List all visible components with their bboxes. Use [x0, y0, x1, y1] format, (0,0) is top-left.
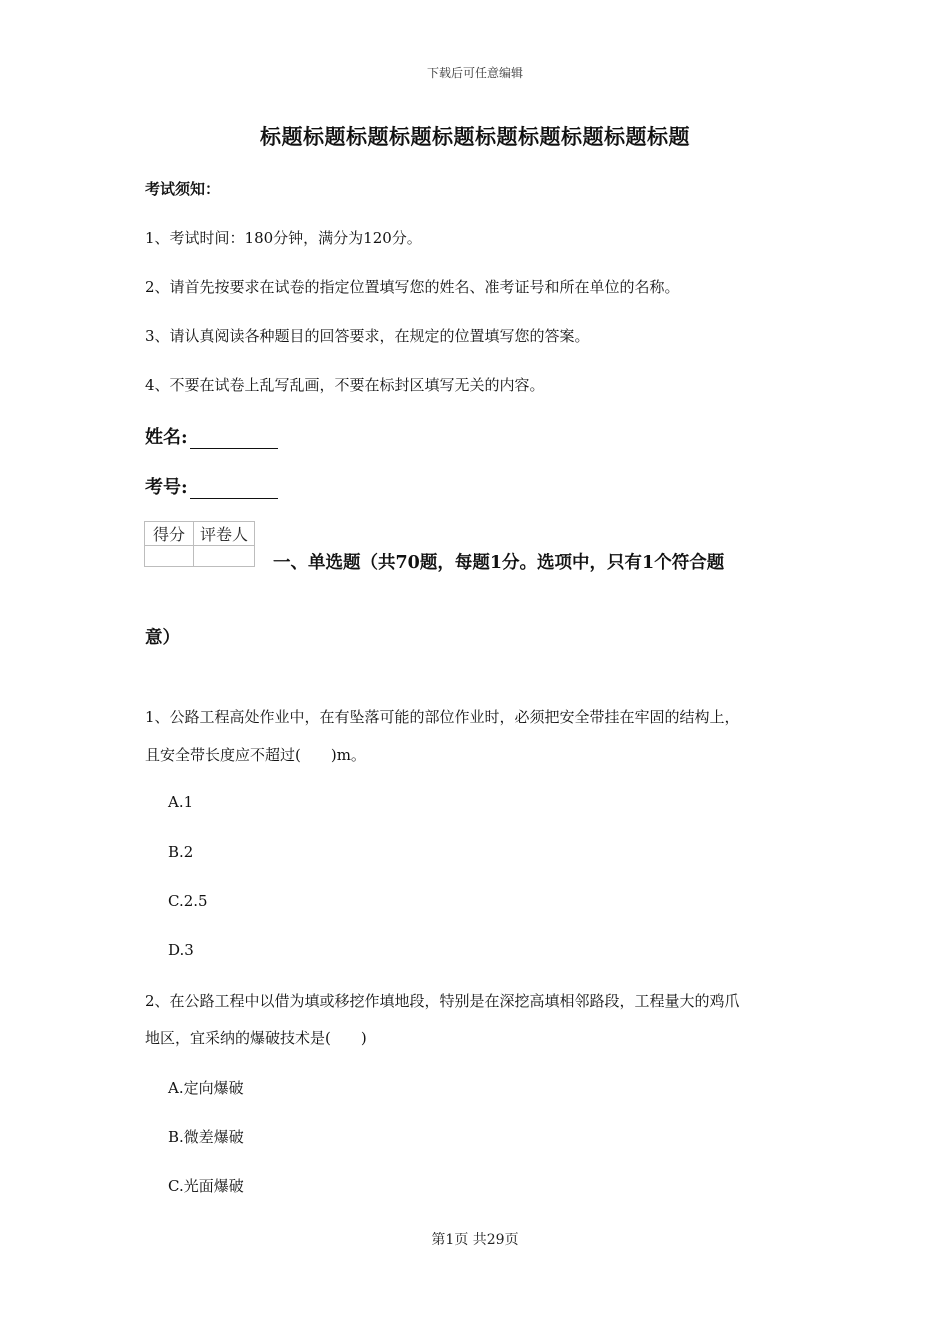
option-a: A.定向爆破	[168, 1079, 244, 1097]
score-header: 得分	[145, 522, 194, 546]
grader-header: 评卷人	[194, 522, 255, 546]
option-c: C.2.5	[168, 892, 208, 910]
section-title-continued: 意）	[145, 628, 180, 648]
id-field	[145, 473, 278, 499]
notice-heading: 考试须知：	[145, 180, 221, 198]
notice-item: 4、不要在试卷上乱写乱画，不要在标封区填写无关的内容。	[145, 376, 545, 394]
name-field	[145, 423, 278, 449]
question-text: 且安全带长度应不超过( )m。	[145, 746, 366, 764]
question-text: 地区，宜采纳的爆破技术是( )	[145, 1029, 367, 1047]
score-table	[144, 521, 255, 567]
header-note: 下载后可任意编辑	[426, 66, 523, 80]
grader-cell[interactable]	[194, 546, 255, 567]
id-label: 考号:	[145, 477, 188, 498]
question-text: 1、公路工程高处作业中，在有坠落可能的部位作业时，必须把安全带挂在牢固的结构上，	[145, 708, 740, 726]
question-text: 2、在公路工程中以借为填或移挖作填地段，特别是在深挖高填相邻路段，工程量大的鸡爪	[145, 992, 740, 1010]
section-title: 一、单选题（共70题，每题1分。选项中，只有1个符合题	[273, 553, 725, 573]
score-cell[interactable]	[145, 546, 194, 567]
option-b: B.2	[168, 843, 194, 861]
name-blank[interactable]	[190, 428, 278, 449]
document-title: 标题标题标题标题标题标题标题标题标题标题	[260, 124, 690, 149]
notice-item: 2、请首先按要求在试卷的指定位置填写您的姓名、准考证号和所在单位的名称。	[145, 278, 680, 296]
option-d: D.3	[168, 941, 194, 959]
notice-item: 1、考试时间：180分钟，满分为120分。	[145, 229, 422, 247]
page-number: 第1页 共29页	[431, 1232, 519, 1248]
option-a: A.1	[168, 793, 194, 811]
option-c: C.光面爆破	[168, 1177, 244, 1195]
notice-item: 3、请认真阅读各种题目的回答要求，在规定的位置填写您的答案。	[145, 327, 590, 345]
name-label: 姓名:	[145, 427, 188, 448]
id-blank[interactable]	[190, 478, 278, 499]
option-b: B.微差爆破	[168, 1128, 244, 1146]
